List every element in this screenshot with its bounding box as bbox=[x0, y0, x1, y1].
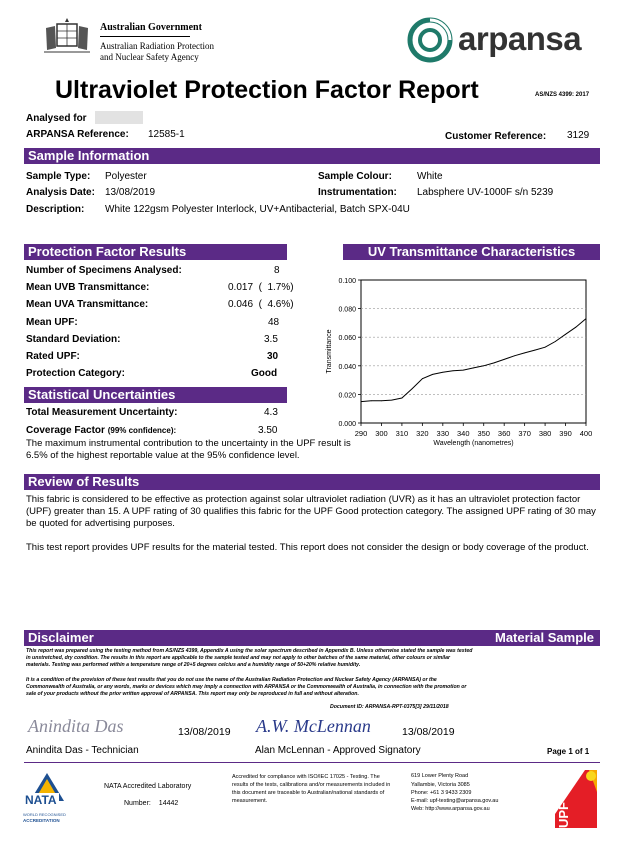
coat-of-arms-icon bbox=[42, 18, 92, 54]
reference-value: 12585-1 bbox=[148, 129, 185, 140]
y-tick-label: 0.040 bbox=[338, 363, 356, 371]
row-value: 0.046 ( 4.6%) bbox=[228, 299, 294, 310]
sig2-name: Alan McLennan - Approved Signatory bbox=[255, 745, 421, 756]
analysis-date-value: 13/08/2019 bbox=[105, 187, 156, 198]
data-point bbox=[575, 327, 576, 328]
sample-type-label: Sample Type: bbox=[26, 171, 91, 182]
nata-sub1: WORLD RECOGNISED bbox=[23, 812, 66, 817]
gov-line1: Australian Government bbox=[100, 22, 202, 33]
row-value: 48 bbox=[268, 317, 280, 328]
data-point bbox=[586, 318, 587, 319]
data-point bbox=[555, 341, 556, 342]
disclaimer-text2: It is a condition of the provision of these test results that you do not use the name of the Australian Radiation Protection and Nuclear Safety Agency (ARPANSA) or the Commonwealth of Australia, or any words, marks or devices which may imply a connection with ARPANSA or the Commonwealth of Australia, in connection with the promotion or sale of your products without the prior written approval of ARPANSA. This report may only be reproduced in full and without alteration. bbox=[26, 677, 467, 697]
sig1-date: 13/08/2019 bbox=[178, 726, 231, 738]
total-uncertainty-label: Total Measurement Uncertainty: bbox=[26, 407, 178, 418]
y-tick-label: 0.000 bbox=[338, 421, 356, 428]
instrumentation-value: Labsphere UV-1000F s/n 5239 bbox=[417, 187, 554, 198]
data-point bbox=[422, 378, 423, 379]
row-label: Mean UVB Transmittance: bbox=[26, 282, 150, 293]
x-tick-label: 300 bbox=[375, 429, 388, 438]
phone: Phone: +61 3 9433 2309 bbox=[411, 790, 472, 796]
row-value: 3.5 bbox=[264, 334, 278, 345]
data-point bbox=[504, 359, 505, 360]
email: E-mail: upf-testing@arpansa.gov.au bbox=[411, 798, 499, 804]
accreditation-number bbox=[124, 800, 178, 807]
coverage-label bbox=[26, 425, 176, 436]
coverage-value: 3.50 bbox=[258, 425, 278, 436]
row-label: Number of Specimens Analysed: bbox=[26, 265, 182, 276]
x-tick-label: 290 bbox=[354, 429, 368, 438]
row-label: Standard Deviation: bbox=[26, 334, 121, 345]
sample-type-value: Polyester bbox=[105, 171, 147, 182]
x-tick-label: 390 bbox=[559, 429, 572, 438]
data-point bbox=[391, 400, 392, 401]
instrumentation-label: Instrumentation: bbox=[318, 187, 397, 198]
y-tick-label: 0.020 bbox=[338, 392, 356, 400]
row-value: Good bbox=[251, 368, 278, 379]
data-point bbox=[483, 365, 484, 366]
web: Web: http://www.arpansa.gov.au bbox=[411, 806, 490, 812]
x-tick-label: 330 bbox=[436, 429, 450, 438]
row-value: 30 bbox=[267, 351, 279, 362]
disclaimer-text1: This report was prepared using the testing method from AS/NZS 4399, Appendix A using the solar spectrum described in Appendix B. Unless otherwise stated the sample was tested in unstretched, dry condition. The results in this report are applicable to the sample tested and may not apply to other batches of the same material, other colours or similar materials. Testing was performed within a temperature range of 20+5 degrees celcius and a humidity range of 50+20% relative humidity. bbox=[26, 648, 473, 668]
data-point bbox=[412, 388, 413, 389]
accred-text: Accredited for compliance with ISO/IEC 17025 - Testing. The results of the tests, calibrations and/or measurements included in this document are traceable to Australian/national standards of measurement. bbox=[232, 774, 391, 804]
total-uncertainty-value: 4.3 bbox=[264, 407, 278, 418]
redacted-client bbox=[95, 111, 143, 124]
gov-line3: and Nuclear Safety Agency bbox=[100, 52, 199, 62]
disclaimer-title: Disclaimer bbox=[28, 630, 94, 645]
sample-colour-value: White bbox=[417, 171, 443, 182]
nata-sub2: ACCREDITATION bbox=[23, 818, 60, 823]
reference-label: ARPANSA Reference: bbox=[26, 129, 129, 140]
x-tick-label: 340 bbox=[457, 429, 470, 438]
x-axis-label: Wavelength (nanometres) bbox=[433, 440, 514, 447]
data-point bbox=[534, 350, 535, 351]
uncertainty-heading: Statistical Uncertainties bbox=[24, 387, 287, 403]
plot-area bbox=[361, 280, 586, 423]
y-tick-label: 0.080 bbox=[338, 306, 356, 314]
data-point bbox=[463, 370, 464, 371]
y-axis-label: Transmittance bbox=[326, 329, 333, 374]
addr1: 619 Lower Plenty Road bbox=[411, 773, 469, 779]
number-label: Number: bbox=[124, 800, 151, 807]
data-point bbox=[514, 355, 515, 356]
gov-line2: Australian Radiation Protection bbox=[100, 41, 214, 51]
page-title: Ultraviolet Protection Factor Report bbox=[55, 76, 479, 104]
lab-line: NATA Accredited Laboratory bbox=[104, 783, 192, 790]
row-label: Protection Category: bbox=[26, 368, 125, 379]
data-point bbox=[371, 400, 372, 401]
addr2: Yallambie, Victoria 3085 bbox=[411, 782, 470, 788]
sig2-date: 13/08/2019 bbox=[402, 726, 455, 738]
review-heading: Review of Results bbox=[24, 474, 600, 490]
coverage-label-text: Coverage Factor bbox=[26, 425, 105, 436]
sig1-name: Anindita Das - Technician bbox=[26, 745, 139, 756]
sample-colour-label: Sample Colour: bbox=[318, 171, 392, 182]
x-tick-label: 310 bbox=[395, 429, 409, 438]
arpansa-logo-icon bbox=[407, 17, 453, 63]
data-point bbox=[565, 334, 566, 335]
y-tick-label: 0.100 bbox=[338, 278, 356, 285]
page-number: Page 1 of 1 bbox=[547, 747, 590, 756]
row-label: Mean UPF: bbox=[26, 317, 78, 328]
arpansa-brand: arpansa bbox=[458, 20, 582, 57]
data-point bbox=[361, 401, 362, 402]
nata-logo-text: NATA bbox=[25, 793, 57, 807]
data-point bbox=[442, 372, 443, 373]
protection-heading: Protection Factor Results bbox=[24, 244, 287, 260]
review-para1: This fabric is considered to be effective as protection against solar ultraviolet radiation (UVR) as it has an ultraviolet protection factor (UPF) greater than 15. A UPF rating of 30 qualifies this fabric for the UPF Good protection category. The assigned UPF rating of 30 may be quoted for advertising purposes. bbox=[26, 494, 596, 529]
customer-ref-label: Customer Reference: bbox=[445, 131, 547, 142]
data-point bbox=[473, 368, 474, 369]
row-value: 0.017 ( 1.7%) bbox=[228, 282, 294, 293]
document-id: Document ID: ARPANSA-RPT-0375[3] 29/11/2018 bbox=[330, 704, 449, 710]
description-label: Description: bbox=[26, 204, 85, 215]
sample-info-heading: Sample Information bbox=[24, 148, 600, 164]
data-point bbox=[432, 374, 433, 375]
x-tick-label: 380 bbox=[538, 429, 552, 438]
data-point bbox=[494, 363, 495, 364]
disclaimer-heading bbox=[24, 630, 600, 646]
description-value: White 122gsm Polyester Interlock, UV+Antibacterial, Batch SPX-04U bbox=[105, 204, 410, 215]
x-tick-label: 320 bbox=[416, 429, 429, 438]
analysis-date-label: Analysis Date: bbox=[26, 187, 95, 198]
row-label: Rated UPF: bbox=[26, 351, 80, 362]
row-value: 8 bbox=[274, 265, 280, 276]
x-tick-label: 350 bbox=[477, 429, 490, 438]
x-tick-label: 360 bbox=[497, 429, 511, 438]
review-para2: This test report provides UPF results for the material tested. This report does not consider the design or body coverage of the product. bbox=[26, 542, 589, 553]
standard-label: AS/NZS 4399: 2017 bbox=[535, 92, 590, 98]
data-point bbox=[545, 347, 546, 348]
uv-transmittance-chart bbox=[318, 270, 603, 455]
data-point bbox=[524, 353, 525, 354]
customer-ref-value: 3129 bbox=[567, 130, 590, 141]
y-tick-label: 0.060 bbox=[338, 335, 356, 343]
x-tick-label: 400 bbox=[579, 429, 593, 438]
number-value: 14442 bbox=[158, 800, 179, 807]
x-tick-label: 370 bbox=[518, 429, 531, 438]
signature-das: Anindita Das bbox=[28, 716, 124, 736]
chart-heading: UV Transmittance Characteristics bbox=[343, 244, 600, 260]
coverage-suffix: (99% confidence): bbox=[107, 426, 177, 435]
data-point bbox=[453, 370, 454, 371]
data-point bbox=[402, 398, 403, 399]
upf-logo-text: UPF bbox=[556, 802, 571, 828]
material-sample-title: Material Sample bbox=[495, 630, 594, 645]
signature-mclennan: A.W. McLennan bbox=[256, 716, 371, 736]
data-point bbox=[381, 400, 382, 401]
uncertainty-note: The maximum instrumental contribution to the uncertainty in the UPF result is 6.5% of the highest reportable value at the 95% confidence level. bbox=[26, 438, 351, 461]
row-label: Mean UVA Transmittance: bbox=[26, 299, 149, 310]
analysed-for-label: Analysed for bbox=[26, 113, 87, 124]
